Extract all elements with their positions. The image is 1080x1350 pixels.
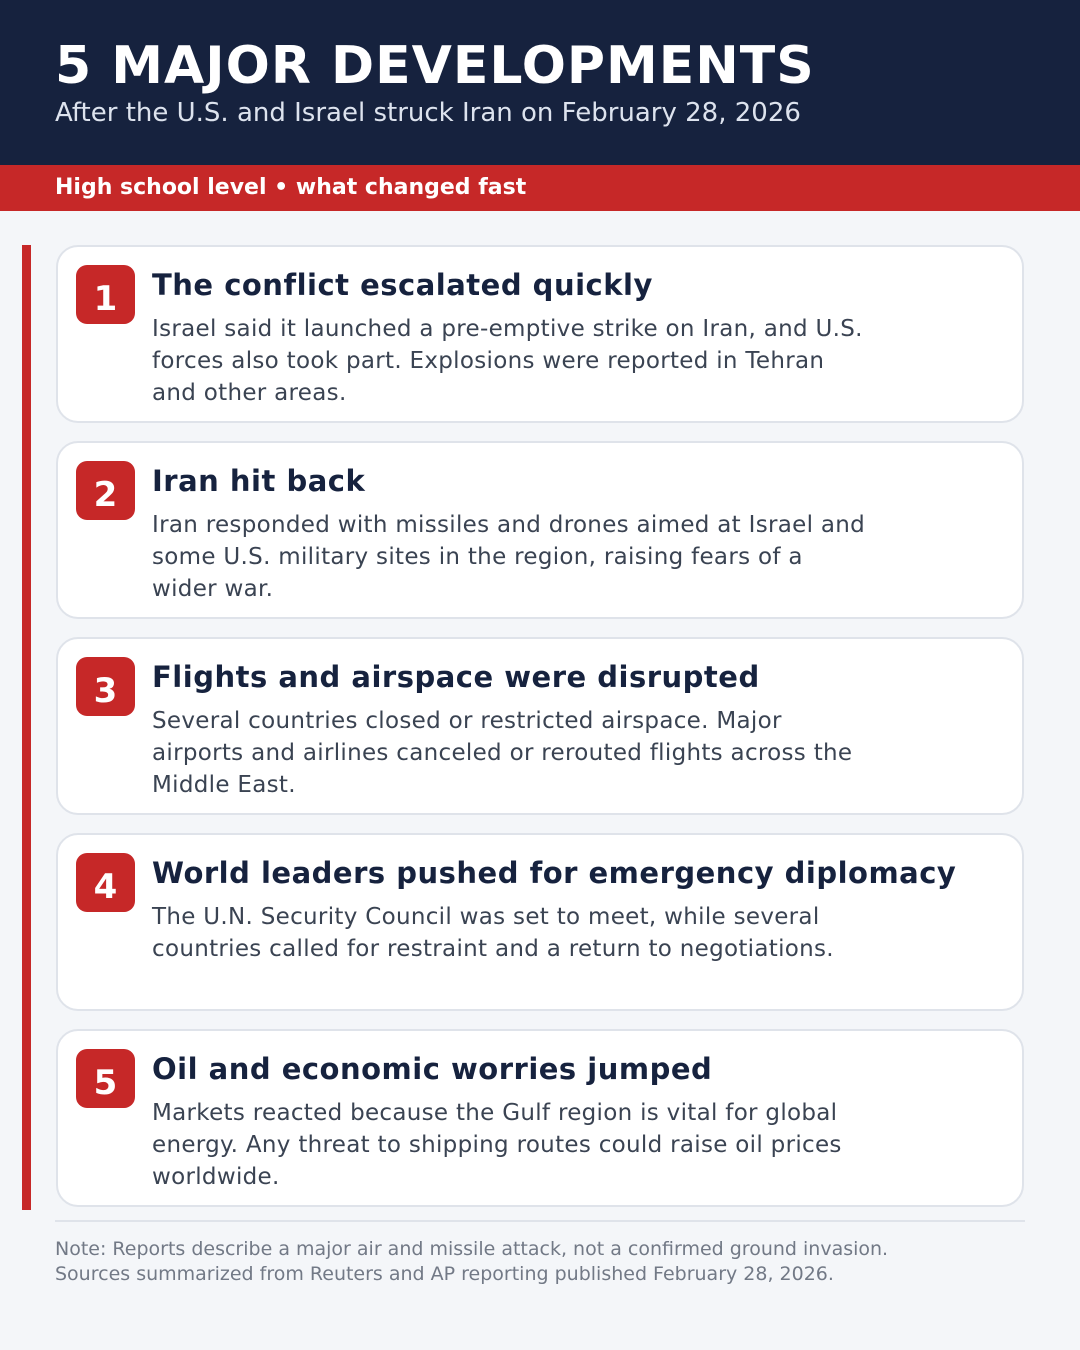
card-title: World leaders pushed for emergency diplomacy <box>152 856 957 890</box>
header-banner <box>0 0 1080 165</box>
number-badge: 1 <box>76 265 135 324</box>
card-title: The conflict escalated quickly <box>152 268 653 302</box>
card-title: Iran hit back <box>152 464 366 498</box>
card-title: Flights and airspace were disrupted <box>152 660 760 694</box>
card-title: Oil and economic worries jumped <box>152 1052 713 1086</box>
number-badge: 5 <box>76 1049 135 1108</box>
card-body: Iran responded with missiles and drones aimed at Israel and some U.S. military sites in the region, raising fears of a wider war. <box>152 512 866 602</box>
card-body: Israel said it launched a pre-emptive strike on Iran, and U.S. forces also took part. Explosions were reported in Tehran and other areas. <box>152 316 863 406</box>
development-card-4 <box>56 833 1024 1011</box>
source-note: Note: Reports describe a major air and missile attack, not a confirmed ground invasion. Sources summarized from Reuters and AP reporting published February 28, 2026. <box>55 1238 889 1285</box>
level-strip <box>0 165 1080 211</box>
page-subtitle: After the U.S. and Israel struck Iran on February 28, 2026 <box>55 98 801 128</box>
level-strip-text: High school level • what changed fast <box>55 175 527 200</box>
development-card-5 <box>56 1029 1024 1207</box>
development-card-3 <box>56 637 1024 815</box>
footer-divider <box>55 1220 1025 1222</box>
number-badge: 3 <box>76 657 135 716</box>
number-badge: 4 <box>76 853 135 912</box>
development-card-2 <box>56 441 1024 619</box>
development-card-1 <box>56 245 1024 423</box>
card-body: Markets reacted because the Gulf region is vital for global energy. Any threat to shipping routes could raise oil prices worldwide. <box>152 1100 842 1190</box>
timeline-bar <box>22 245 31 1210</box>
card-body: The U.N. Security Council was set to meet, while several countries called for restraint and a return to negotiations. <box>152 904 834 962</box>
page-title: 5 MAJOR DEVELOPMENTS <box>55 36 815 96</box>
number-badge: 2 <box>76 461 135 520</box>
card-body: Several countries closed or restricted airspace. Major airports and airlines canceled or rerouted flights across the Middle East. <box>152 708 853 798</box>
